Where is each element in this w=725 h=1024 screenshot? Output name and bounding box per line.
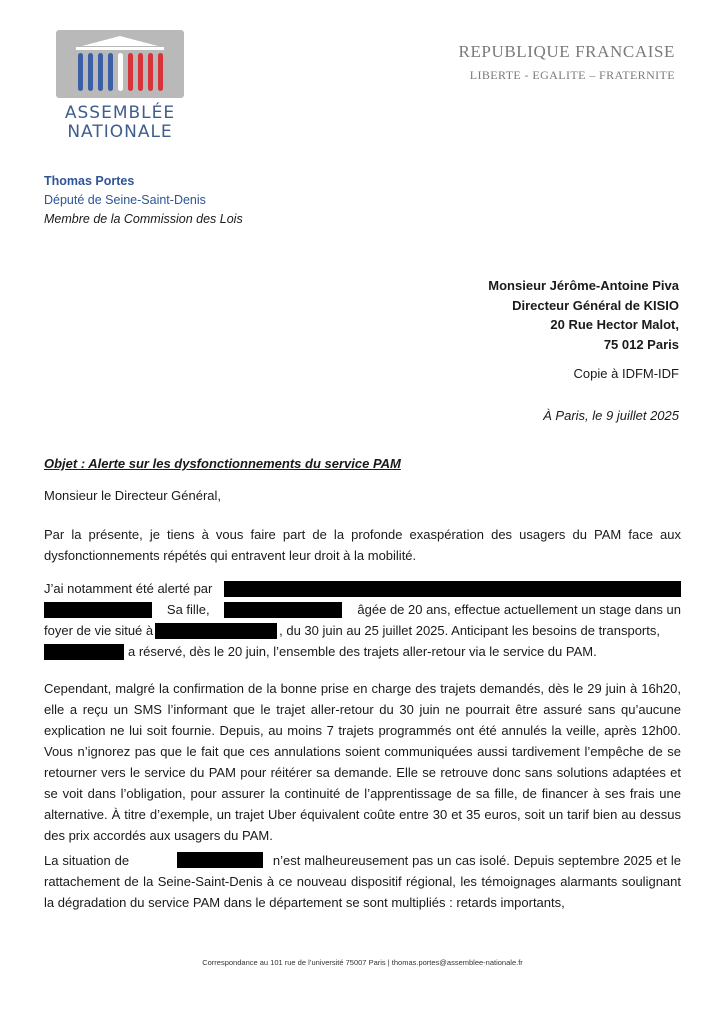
subject-line: Objet : Alerte sur les dysfonctionnements du service PAM [44,456,401,471]
paragraph-2-text: foyer de vie situé à [44,623,154,638]
date-line: À Paris, le 9 juillet 2025 [543,408,679,423]
redaction-bar [44,602,152,618]
salutation: Monsieur le Directeur Général, [44,488,222,503]
logo-wordmark: ASSEMBLÉE NATIONALE [64,103,176,142]
redaction-bar [177,852,263,868]
republic-title: REPUBLIQUE FRANCAISE [458,42,675,61]
paragraph-1: Par la présente, je tiens à vous faire part de la profonde exaspération des usagers du PAM face aux dysfonctionnements répétés qui entravent leur droit à la mobilité. [44,527,681,563]
paragraph-2-text: J’ai notamment été alerté par [44,581,213,596]
building-emblem [56,30,184,98]
recipient-street: 20 Rue Hector Malot, [550,317,679,332]
redaction-bar [44,644,124,660]
paragraph-4 [44,850,681,913]
assemblee-nationale-logo [54,30,186,142]
paragraph-3: Cependant, malgré la confirmation de la bonne prise en charge des trajets demandés, dès le 29 juin à 16h20, elle a reçu un SMS l’informant que le trajet aller-retour du 30 juin ne pourrait être assuré sans qu’aucune explication ne lui soit fournie. Depuis, au moins 7 trajets programmés ont été annulés la veille, après 12h00. Vous n’ignorez pas que le fait que ces annulations soient communiquées aussi tardivement l’empêche de se retourner vers le service du PAM pour réitérer sa demande. Elle se retrouve donc sans solutions adaptées et se voit dans l’obligation, pour assurer la continuité de l’apprentissage de sa fille, de financer à ses frais une alternative. À titre d’exemple, un trajet Uber équivalent coûte entre 30 et 35 euros, soit un tarif bien au dessus des prix accordés aux usagers du PAM. [44,681,681,843]
redaction-bar [155,623,277,639]
paragraph-2-text: Sa fille, [166,602,210,617]
recipient-name: Monsieur Jérôme-Antoine Piva [488,278,679,293]
recipient-city: 75 012 Paris [603,336,679,352]
copy-line: Copie à IDFM-IDF [573,366,679,381]
paragraph-2-text: , du 30 juin au 25 juillet 2025. Anticipant les besoins de transports, [279,623,660,638]
paragraph-2 [44,578,681,662]
sender-commission: Membre de la Commission des Lois [44,212,243,226]
republic-motto: LIBERTE - EGALITE – FRATERNITE [469,68,675,82]
recipient-block [488,276,679,354]
redaction-bar [224,602,342,618]
recipient-title: Directeur Général de KISIO [512,297,679,313]
sender-role: Député de Seine-Saint-Denis [44,193,206,207]
paragraph-2-text: âgée de 20 ans, effectue actuellement un stage dans un [357,602,681,617]
paragraph-2-text: a réservé, dès le 20 juin, l’ensemble des trajets aller-retour via le service du PAM. [128,644,597,659]
paragraph-4-text: n’est malheureusement pas un cas isolé. Depuis septembre 2025 et le rattachement de la Seine-Saint-Denis à ce nouveau dispositif régional, les témoignages alarmants soulignant la dégradation du service PAM dans le département se sont multipliés : retards importants, [44,853,681,910]
paragraph-4-lead: La situation de [44,853,130,868]
redaction-bar [224,581,681,597]
sender-block [44,172,243,229]
footer: Correspondance au 101 rue de l’université 75007 Paris | thomas.portes@assemblee-nationale.fr [202,958,523,967]
sender-name: Thomas Portes [44,174,135,188]
republic-header [459,42,676,83]
